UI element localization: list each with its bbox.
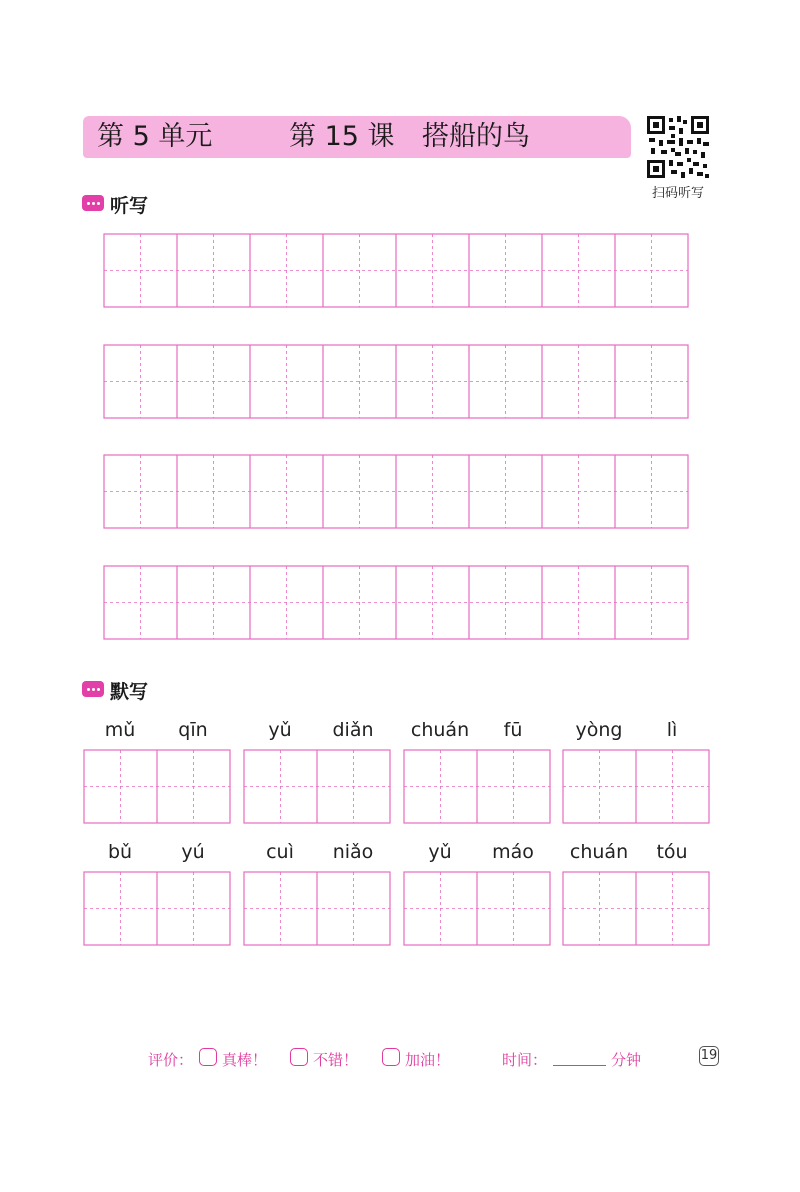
time-unit: 分钟	[611, 1051, 642, 1069]
word-grid[interactable]	[83, 871, 231, 946]
section-title-recall: 默写	[110, 681, 149, 703]
word-grid[interactable]	[562, 749, 710, 824]
word-grid[interactable]	[243, 749, 391, 824]
pinyin-label: yú	[181, 841, 205, 863]
dictation-row	[103, 233, 689, 312]
word-writing-box	[243, 871, 391, 950]
word-writing-box	[83, 749, 231, 828]
section-dots-icon	[82, 195, 104, 211]
word-writing-box	[403, 871, 551, 950]
pinyin-label: niǎo	[332, 841, 374, 863]
word-writing-box	[562, 871, 710, 950]
dictation-grid-row[interactable]	[103, 454, 689, 529]
pinyin-label: cuì	[266, 841, 294, 863]
word-writing-box	[83, 871, 231, 950]
rating-checkbox-good[interactable]	[290, 1048, 308, 1066]
dictation-row	[103, 454, 689, 533]
pinyin-label: bǔ	[107, 841, 133, 863]
qr-caption: 扫码听写	[651, 186, 704, 201]
word-grid[interactable]	[403, 871, 551, 946]
rating-checkbox-great[interactable]	[199, 1048, 217, 1066]
time-label: 时间：	[502, 1051, 548, 1069]
word-grid[interactable]	[403, 749, 551, 824]
section-title-dictation: 听写	[110, 195, 149, 217]
pinyin-label: yòng	[575, 719, 623, 741]
section-dots-icon	[82, 681, 104, 697]
rating-label: 评价：	[148, 1051, 194, 1069]
pinyin-label: mǔ	[104, 719, 136, 741]
word-writing-box	[243, 749, 391, 828]
pinyin-label: lì	[666, 719, 678, 741]
pinyin-label: qīn	[178, 719, 208, 741]
word-grid[interactable]	[83, 749, 231, 824]
dictation-grid-row[interactable]	[103, 233, 689, 308]
rating-option-great: 真棒！	[222, 1051, 268, 1069]
rating-option-good: 不错！	[313, 1051, 359, 1069]
word-writing-box	[403, 749, 551, 828]
pinyin-label: diǎn	[332, 719, 374, 741]
pinyin-label: máo	[492, 841, 534, 863]
pinyin-label: yǔ	[428, 841, 452, 863]
pinyin-label: tóu	[656, 841, 688, 863]
pinyin-label: yǔ	[268, 719, 292, 741]
word-grid[interactable]	[243, 871, 391, 946]
dictation-grid-row[interactable]	[103, 565, 689, 640]
page-number: 19	[699, 1046, 719, 1066]
rating-checkbox-keep[interactable]	[382, 1048, 400, 1066]
dictation-row	[103, 565, 689, 644]
word-writing-box	[562, 749, 710, 828]
unit-label: 第 5 单元	[97, 121, 213, 152]
qr-code-icon[interactable]	[647, 116, 709, 178]
lesson-label: 第 15 课	[289, 121, 395, 152]
pinyin-label: fū	[503, 719, 523, 741]
pinyin-label: chuán	[410, 719, 470, 741]
lesson-title: 搭船的鸟	[422, 121, 530, 152]
pinyin-label: chuán	[569, 841, 629, 863]
rating-option-keep: 加油！	[405, 1051, 451, 1069]
time-input-line[interactable]	[553, 1065, 606, 1066]
word-grid[interactable]	[562, 871, 710, 946]
dictation-row	[103, 344, 689, 423]
dictation-grid-row[interactable]	[103, 344, 689, 419]
